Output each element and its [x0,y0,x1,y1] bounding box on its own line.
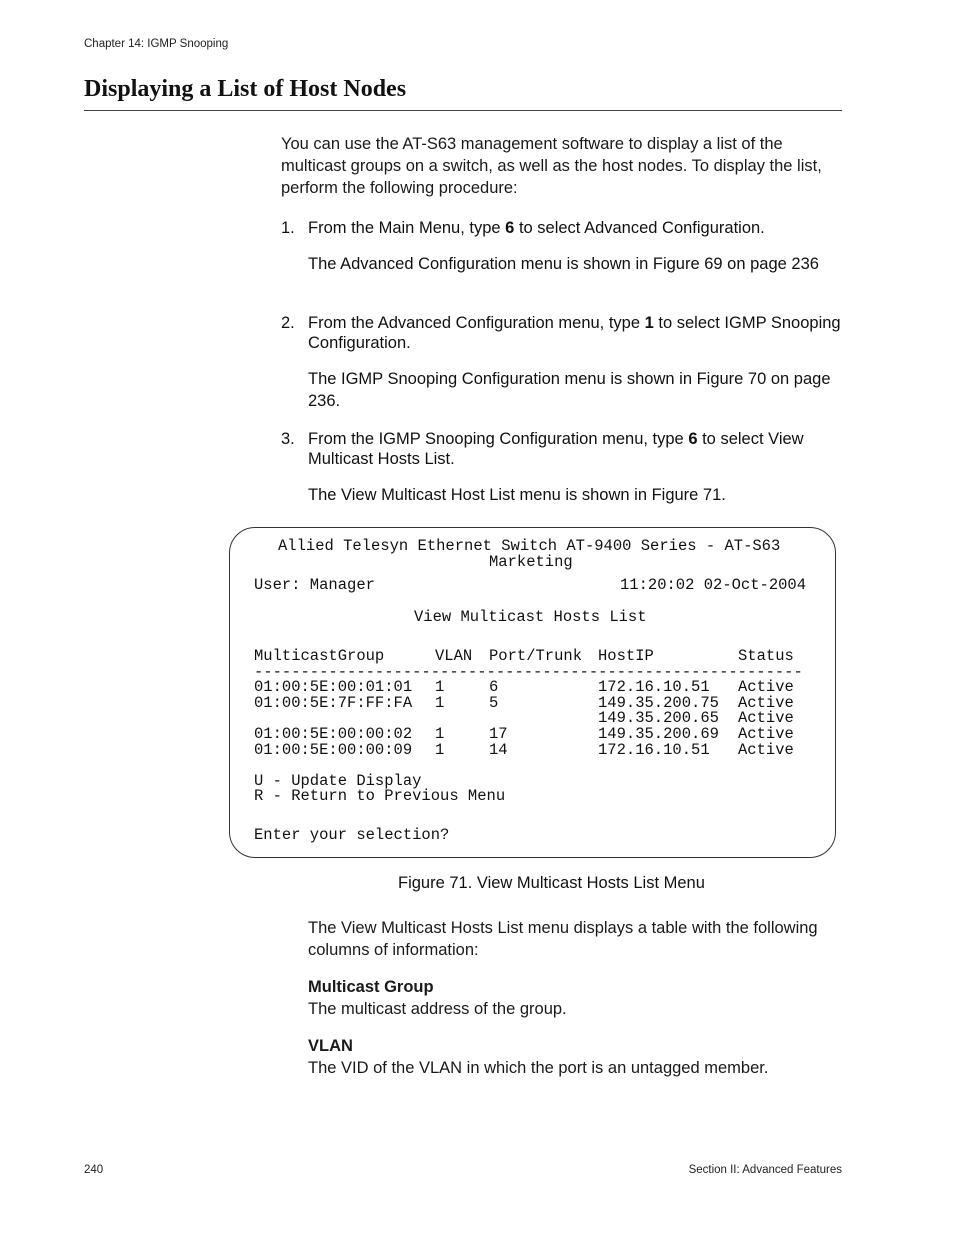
row-host: 149.35.200.75 [598,694,719,712]
row-host: 172.16.10.51 [598,678,710,696]
section-title: Displaying a List of Host Nodes [84,76,407,102]
step-number: 1. [281,219,295,237]
row-host: 149.35.200.69 [598,725,719,743]
row-port: 14 [489,741,508,759]
running-footer: Section II: Advanced Features [688,1164,842,1176]
menu-option-update: U - Update Display [254,772,422,790]
step-note: The IGMP Snooping Configuration menu is shown in Figure 70 on page 236. [308,370,831,410]
definition-text: The VID of the VLAN in which the port is an untagged member. [308,1059,769,1077]
row-vlan: 1 [435,694,445,712]
row-host: 149.35.200.65 [598,709,719,727]
selection-prompt: Enter your selection? [254,826,450,844]
column-header-group: MulticastGroup [254,647,385,665]
row-status: Active [738,725,794,743]
row-port: 6 [489,678,499,696]
row-vlan: 1 [435,678,445,696]
description-paragraph: The View Multicast Hosts List menu displays a table with the following columns of information: [308,919,818,959]
column-separator: ----------------------------------------------------------- [254,664,803,680]
row-group: 01:00:5E:00:00:02 [254,725,413,743]
step-text: From the Advanced Configuration menu, type 1 to select IGMP Snooping Configuration. [308,314,841,352]
row-vlan: 1 [435,741,445,759]
terminal-user: User: Manager [254,576,375,594]
step-note: The View Multicast Host List menu is shown in Figure 71. [308,486,726,504]
row-group: 01:00:5E:00:00:09 [254,741,413,759]
intro-paragraph: You can use the AT-S63 management software to display a list of the multicast groups on a switch, as well as the host nodes. To display the list, perform the following procedure: [281,135,822,197]
page-number: 240 [84,1164,104,1176]
terminal-banner: Allied Telesyn Ethernet Switch AT-9400 Series - AT-S63 [278,537,781,555]
figure-caption: Figure 71. View Multicast Hosts List Menu [398,874,705,892]
step-text: From the IGMP Snooping Configuration menu, type 6 to select View Multicast Hosts List. [308,430,804,468]
row-port: 5 [489,694,499,712]
column-header-host: HostIP [598,647,654,665]
step-text: From the Main Menu, type 6 to select Advanced Configuration. [308,219,765,237]
step-note: The Advanced Configuration menu is shown in Figure 69 on page 236 [308,255,819,273]
row-status: Active [738,741,794,759]
row-status: Active [738,709,794,727]
definition-term: VLAN [308,1037,353,1055]
step-number: 3. [281,430,295,448]
column-header-status: Status [738,647,794,665]
title-rule [84,110,842,111]
row-status: Active [738,694,794,712]
row-port: 17 [489,725,508,743]
definition-term: Multicast Group [308,978,434,996]
menu-option-return: R - Return to Previous Menu [254,787,506,805]
row-vlan: 1 [435,725,445,743]
running-header: Chapter 14: IGMP Snooping [84,38,229,50]
row-status: Active [738,678,794,696]
row-group: 01:00:5E:00:01:01 [254,678,413,696]
column-header-vlan: VLAN [435,647,473,665]
definition-text: The multicast address of the group. [308,1000,567,1018]
terminal-datetime: 11:20:02 02-Oct-2004 [620,576,807,594]
row-group: 01:00:5E:7F:FF:FA [254,694,413,712]
column-header-port: Port/Trunk [489,647,583,665]
step-number: 2. [281,314,295,332]
terminal-menu-title: View Multicast Hosts List [414,608,647,626]
terminal-banner-sub: Marketing [489,553,573,571]
row-host: 172.16.10.51 [598,741,710,759]
